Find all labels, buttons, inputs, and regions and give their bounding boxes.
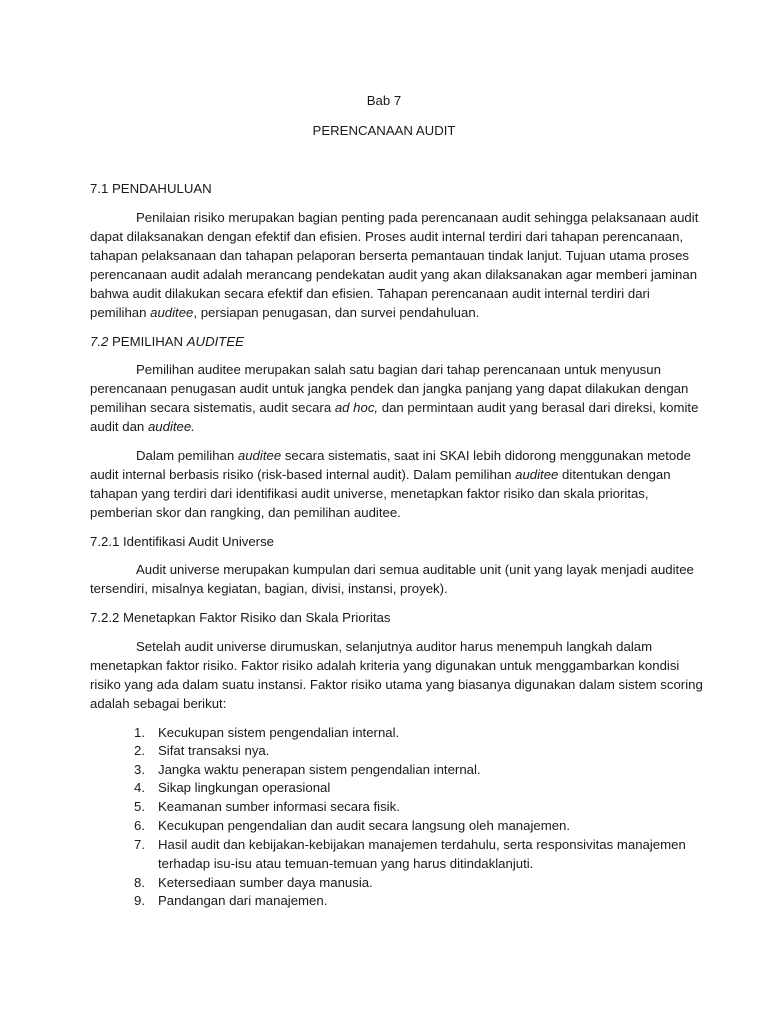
paragraph-line: menetapkan faktor risiko. Faktor risiko adalah kriteria yang digunakan untuk menggambarkan kondisi bbox=[90, 658, 680, 673]
paragraph-line: tersendiri, misalnya kegiatan, bagian, divisi, instansi, proyek). bbox=[90, 581, 448, 596]
paragraph-line: dapat dilaksanakan dengan efektif dan efisien. Proses audit internal terdiri dari tahapan perencanaan, bbox=[90, 229, 684, 244]
italic-term: auditee bbox=[515, 467, 559, 482]
paragraph-line: risiko yang ada dalam suatu instansi. Faktor risiko utama yang biasanya digunakan dalam sistem scoring bbox=[90, 677, 703, 692]
paragraph-line: tahapan yang terdiri dari identifikasi audit universe, menetapkan faktor risiko dan skala prioritas, bbox=[90, 486, 649, 501]
paragraph-line: perencanaan audit adalah merancang pendekatan audit yang akan dilaksanakan agar memberi jaminan bbox=[90, 267, 698, 282]
paragraph-line: Audit universe merupakan kumpulan dari semua auditable unit (unit yang layak menjadi auditee bbox=[136, 562, 694, 577]
list-item-text: Ketersediaan sumber daya manusia. bbox=[158, 875, 373, 890]
text-run: audit internal berbasis risiko (risk-based internal audit). Dalam pemilihan bbox=[90, 467, 516, 482]
paragraph-line bbox=[90, 467, 671, 482]
section-heading-7-2 bbox=[90, 334, 244, 349]
text-run: audit dan bbox=[90, 419, 148, 434]
paragraph-line: bahwa audit dilakukan secara efektif dan efisien. Tahapan perencanaan audit internal terdiri dari bbox=[90, 286, 650, 301]
text-run: Dalam pemilihan bbox=[136, 448, 238, 463]
list-item-text: Sikap lingkungan operasional bbox=[158, 780, 331, 795]
list-item-text: Jangka waktu penerapan sistem pengendalian internal. bbox=[158, 762, 481, 777]
paragraph-line bbox=[90, 305, 479, 320]
list-item-text: Sifat transaksi nya. bbox=[158, 743, 270, 758]
section-heading-7-2-2: 7.2.2 Menetapkan Faktor Risiko dan Skala Prioritas bbox=[90, 610, 391, 625]
heading-text: PEMILIHAN bbox=[112, 334, 187, 349]
text-run: ditentukan dengan bbox=[558, 467, 671, 482]
paragraph-line: pemberian skor dan rangking, dan pemilihan auditee. bbox=[90, 505, 401, 520]
italic-term: ad hoc, bbox=[334, 400, 379, 415]
section-heading-7-2-1: 7.2.1 Identifikasi Audit Universe bbox=[90, 534, 274, 549]
text-run: dan permintaan audit yang berasal dari direksi, komite bbox=[378, 400, 699, 415]
list-item-number: 6. bbox=[134, 818, 145, 833]
list-item-number: 7. bbox=[134, 837, 145, 852]
italic-term: auditee bbox=[237, 448, 282, 463]
paragraph-line: Penilaian risiko merupakan bagian penting pada perencanaan audit sehingga pelaksanaan audit bbox=[136, 210, 699, 225]
text-run: pemilihan bbox=[90, 305, 151, 320]
list-item-text: Kecukupan sistem pengendalian internal. bbox=[158, 725, 400, 740]
list-item-text-continued: terhadap isu-isu atau temuan-temuan yang harus ditindaklanjuti. bbox=[158, 856, 534, 871]
italic-term: auditee bbox=[150, 305, 194, 320]
text-run: secara sistematis, saat ini SKAI lebih didorong menggunakan metode bbox=[281, 448, 691, 463]
paragraph-line: Setelah audit universe dirumuskan, selanjutnya auditor harus menempuh langkah dalam bbox=[136, 639, 653, 654]
list-item-number: 1. bbox=[134, 725, 145, 740]
paragraph-line bbox=[136, 448, 691, 463]
list-item-number: 3. bbox=[134, 762, 145, 777]
list-item-text: Kecukupan pengendalian dan audit secara langsung oleh manajemen. bbox=[158, 818, 571, 833]
italic-term: AUDITEE bbox=[186, 334, 244, 349]
text-run: pemilihan secara sistematis, audit secara bbox=[90, 400, 335, 415]
list-item-number: 5. bbox=[134, 799, 145, 814]
paragraph-line: adalah sebagai berikut: bbox=[90, 696, 227, 711]
list-item-number: 8. bbox=[134, 875, 145, 890]
italic-term: auditee. bbox=[147, 419, 195, 434]
text-run: , persiapan penugasan, dan survei pendahuluan. bbox=[193, 305, 480, 320]
list-item-number: 2. bbox=[134, 743, 145, 758]
paragraph-line bbox=[90, 400, 698, 415]
list-item-text: Hasil audit dan kebijakan-kebijakan manajemen terdahulu, serta responsivitas manajemen bbox=[158, 837, 686, 852]
section-heading-7-1: 7.1 PENDAHULUAN bbox=[90, 181, 212, 196]
list-item-number: 9. bbox=[134, 893, 145, 908]
chapter-title: PERENCANAAN AUDIT bbox=[312, 123, 456, 138]
list-item-number: 4. bbox=[134, 780, 145, 795]
paragraph-line: Pemilihan auditee merupakan salah satu bagian dari tahap perencanaan untuk menyusun bbox=[136, 362, 661, 377]
heading-number: 7.2 bbox=[90, 334, 112, 349]
paragraph-line: perencanaan penugasan audit untuk jangka pendek dan jangka panjang yang dapat dilakukan dengan bbox=[90, 381, 689, 396]
list-item-text: Pandangan dari manajemen. bbox=[158, 893, 328, 908]
list-item-text: Keamanan sumber informasi secara fisik. bbox=[158, 799, 400, 814]
paragraph-line: tahapan pelaksanaan dan tahapan pelaporan berserta pemantauan tindak lanjut. Tujuan utama proses bbox=[90, 248, 690, 263]
chapter-label: Bab 7 bbox=[366, 93, 402, 108]
paragraph-line bbox=[90, 419, 195, 434]
